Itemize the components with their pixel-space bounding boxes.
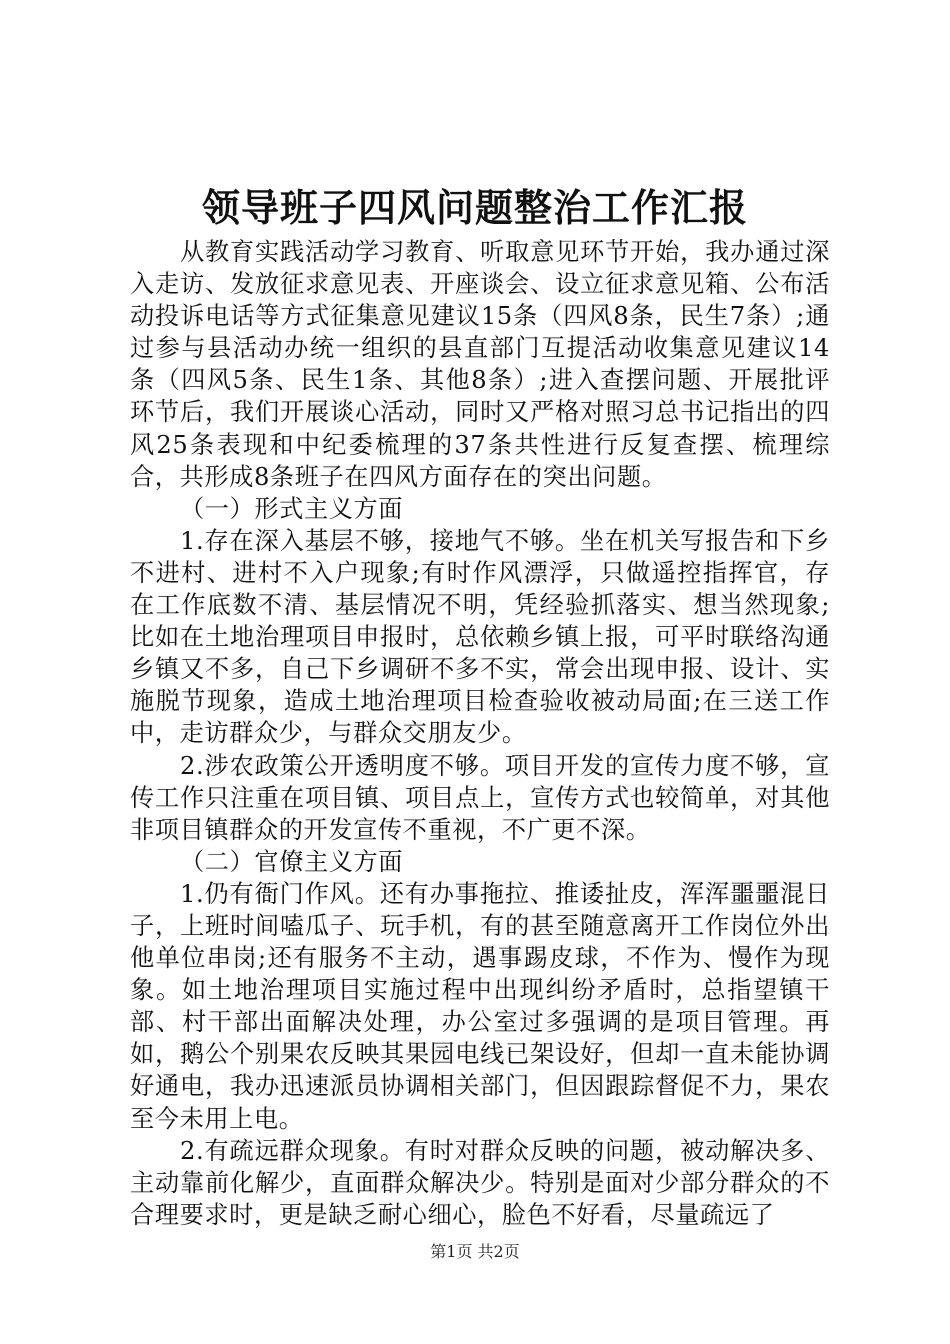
paragraph-intro: 从教育实践活动学习教育、听取意见环节开始，我办通过深入走访、发放征求意见表、开座谈会、设立征求意见箱、公布活动投诉电话等方式征集意见建议15条（四风8条，民生7条）;通过参与县活动办统一组织的县直部门互提活动收集意见建议14条（四风5条、民生1条、其他8条）;进入查摆问题、开展批评环节后，我们开展谈心活动，同时又严格对照习总书记指出的四风25条表现和中纪委梳理的37条共性进行反复查摆、梳理综合，共形成8条班子在四风方面存在的突出问题。 xyxy=(130,238,830,491)
paragraph-bureaucratism-2: 2.有疏远群众现象。有时对群众反映的问题，被动解决多、主动靠前化解少，直面群众解决少。特别是面对少部分群众的不合理要求时，更是缺乏耐心细心，脸色不好看，尽量疏远了 xyxy=(130,1136,830,1229)
page-footer: 第1页 共2页 xyxy=(430,1242,520,1261)
section-heading-formalism: （一）形式主义方面 xyxy=(180,494,404,523)
document-body xyxy=(130,236,830,1231)
paragraph-formalism-2: 2.涉农政策公开透明度不够。项目开发的宣传力度不够，宣传工作只注重在项目镇、项目点上，宣传方式也较简单，对其他非项目镇群众的开发宣传不重视，不广更不深。 xyxy=(130,751,830,844)
section-heading-bureaucratism: （二）官僚主义方面 xyxy=(180,847,404,876)
paragraph-formalism-1: 1.存在深入基层不够，接地气不够。坐在机关写报告和下乡不进村、进村不入户现象;有时作风漂浮，只做遥控指挥官，存在工作底数不清、基层情况不明，凭经验抓落实、想当然现象;比如在土地治理项目申报时，总依赖乡镇上报，可平时联络沟通乡镇又不多，自己下乡调研不多不实，常会出现申报、设计、实施脱节现象，造成土地治理项目检查验收被动局面;在三送工作中，走访群众少，与群众交朋友少。 xyxy=(130,526,830,748)
paragraph-bureaucratism-1: 1.仍有衙门作风。还有办事拖拉、推诿扯皮，浑浑噩噩混日子，上班时间嗑瓜子、玩手机，有的甚至随意离开工作岗位外出他单位串岗;还有服务不主动，遇事踢皮球，不作为、慢作为现象。如土地治理项目实施过程中出现纠纷矛盾时，总指望镇干部、村干部出面解决处理，办公室过多强调的是项目管理。再如，鹅公个别果农反映其果园电线已架设好，但却一直未能协调好通电，我办迅速派员协调相关部门，但因跟踪督促不力，果农至今未用上电。 xyxy=(130,879,830,1133)
document-title: 领导班子四风问题整治工作汇报 xyxy=(201,185,748,230)
